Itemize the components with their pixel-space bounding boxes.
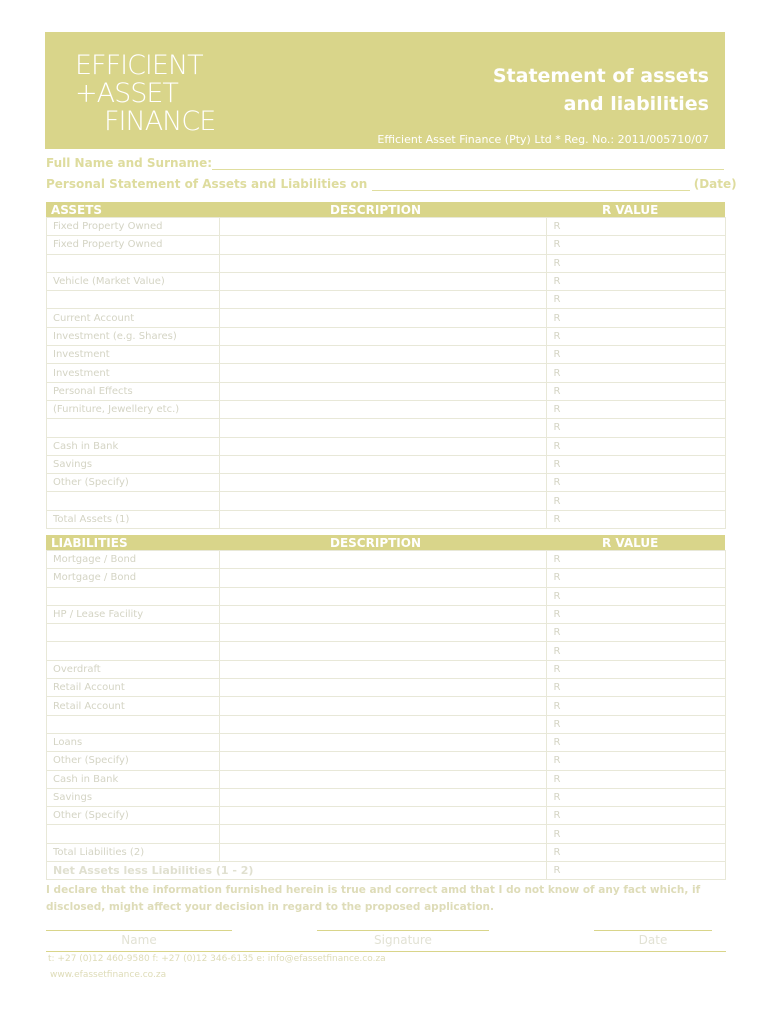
liability-description-cell[interactable] [219, 715, 547, 733]
liability-description-cell[interactable] [219, 605, 547, 623]
asset-item-label [47, 254, 220, 272]
asset-row [47, 309, 726, 327]
full-name-field[interactable] [212, 157, 724, 170]
asset-row [47, 236, 726, 254]
liabilities-header [46, 535, 725, 550]
asset-item-label: Cash in Bank [47, 437, 220, 455]
asset-value-cell[interactable]: R [547, 254, 726, 272]
asset-item-label: Investment [47, 364, 220, 382]
logo-line-1: EFFICIENT [75, 50, 203, 81]
liability-row [47, 697, 726, 715]
asset-value-cell[interactable]: R [547, 236, 726, 254]
liability-item-label [47, 825, 220, 843]
liability-value-cell[interactable]: R [547, 569, 726, 587]
asset-description-cell[interactable] [219, 291, 547, 309]
liability-value-cell[interactable]: R [547, 788, 726, 806]
asset-value-cell[interactable]: R [547, 437, 726, 455]
liability-item-label: HP / Lease Facility [47, 605, 220, 623]
full-name-row [46, 156, 724, 170]
liability-item-label: Overdraft [47, 660, 220, 678]
asset-row [47, 400, 726, 418]
liability-item-label: Retail Account [47, 679, 220, 697]
liabilities-table [46, 550, 726, 880]
asset-description-cell[interactable] [219, 455, 547, 473]
liability-description-cell[interactable] [219, 733, 547, 751]
asset-value-cell[interactable]: R [547, 419, 726, 437]
liability-row [47, 660, 726, 678]
website-link[interactable]: www.efassetfinance.co.za [50, 970, 167, 980]
liability-value-cell[interactable]: R [547, 697, 726, 715]
asset-value-cell[interactable]: R [547, 309, 726, 327]
liability-value-cell[interactable]: R [547, 587, 726, 605]
liability-item-label: Cash in Bank [47, 770, 220, 788]
statement-date-row [46, 177, 737, 191]
asset-description-cell[interactable] [219, 309, 547, 327]
liability-value-cell[interactable]: R [547, 752, 726, 770]
liabilities-value-header: R VALUE [602, 536, 659, 550]
liability-item-label [47, 715, 220, 733]
net-assets-row [47, 862, 726, 880]
asset-description-cell[interactable] [219, 382, 547, 400]
liability-row [47, 569, 726, 587]
asset-value-cell[interactable]: R [547, 218, 726, 236]
asset-row [47, 327, 726, 345]
liability-item-label: Mortgage / Bond [47, 551, 220, 569]
liability-description-cell[interactable] [219, 752, 547, 770]
liability-value-cell[interactable]: R [547, 825, 726, 843]
asset-row [47, 510, 726, 528]
liability-item-label: Total Liabilities (2) [47, 843, 220, 861]
asset-description-cell[interactable] [219, 437, 547, 455]
liability-value-cell[interactable]: R [547, 660, 726, 678]
asset-item-label: Fixed Property Owned [47, 236, 220, 254]
footer-divider [46, 951, 726, 952]
asset-row [47, 474, 726, 492]
title-line-1: Statement of assets [492, 65, 709, 87]
liabilities-column-header: LIABILITIES [51, 536, 128, 550]
liability-item-label: Retail Account [47, 697, 220, 715]
date-sign-label: Date [638, 933, 668, 947]
liability-row [47, 843, 726, 861]
asset-value-cell[interactable]: R [547, 346, 726, 364]
liability-row [47, 551, 726, 569]
contact-details: t: +27 (0)12 460-9580 f: +27 (0)12 346-6135 e: info@efassetfinance.co.za [48, 954, 386, 964]
asset-description-cell[interactable] [219, 510, 547, 528]
asset-item-label [47, 291, 220, 309]
asset-description-cell[interactable] [219, 474, 547, 492]
assets-description-header: DESCRIPTION [330, 203, 422, 217]
asset-value-cell[interactable]: R [547, 492, 726, 510]
liability-row [47, 587, 726, 605]
asset-row [47, 382, 726, 400]
asset-item-label: Total Assets (1) [47, 510, 220, 528]
net-assets-value-cell[interactable]: R [547, 862, 726, 880]
asset-row [47, 218, 726, 236]
liability-item-label: Loans [47, 733, 220, 751]
net-assets-label: Net Assets less Liabilities (1 - 2) [47, 862, 547, 880]
asset-item-label: (Furniture, Jewellery etc.) [47, 400, 220, 418]
title-line-2: and liabilities [563, 93, 709, 115]
asset-value-cell[interactable]: R [547, 291, 726, 309]
document-title [493, 62, 709, 118]
liability-row [47, 788, 726, 806]
liability-item-label [47, 642, 220, 660]
asset-description-cell[interactable] [219, 327, 547, 345]
asset-description-cell[interactable] [219, 254, 547, 272]
asset-row [47, 455, 726, 473]
asset-description-cell[interactable] [219, 492, 547, 510]
asset-item-label: Personal Effects [47, 382, 220, 400]
liability-description-cell[interactable] [219, 587, 547, 605]
asset-item-label: Vehicle (Market Value) [47, 272, 220, 290]
assets-value-header: R VALUE [602, 203, 659, 217]
asset-description-cell[interactable] [219, 218, 547, 236]
asset-row [47, 364, 726, 382]
company-logo [75, 52, 215, 136]
liability-row [47, 807, 726, 825]
asset-value-cell[interactable]: R [547, 510, 726, 528]
asset-item-label: Current Account [47, 309, 220, 327]
liability-item-label: Other (Specify) [47, 752, 220, 770]
liability-value-cell[interactable]: R [547, 624, 726, 642]
full-name-label: Full Name and Surname: [46, 156, 213, 170]
logo-line-3: FINANCE [104, 106, 216, 137]
asset-description-cell[interactable] [219, 419, 547, 437]
header-banner [45, 32, 725, 149]
asset-value-cell[interactable]: R [547, 272, 726, 290]
liability-row [47, 715, 726, 733]
liability-description-cell[interactable] [219, 551, 547, 569]
asset-item-label: Fixed Property Owned [47, 218, 220, 236]
liability-row [47, 624, 726, 642]
signature-label: Signature [374, 933, 432, 947]
liability-value-cell[interactable]: R [547, 551, 726, 569]
asset-description-cell[interactable] [219, 346, 547, 364]
asset-description-cell[interactable] [219, 400, 547, 418]
asset-row [47, 492, 726, 510]
liability-item-label: Mortgage / Bond [47, 569, 220, 587]
declaration-text: I declare that the information furnished herein is true and correct amd that I do not know of any fact which, if disclosed, might affect your decision in regard to the proposed application. [46, 884, 701, 913]
liability-row [47, 825, 726, 843]
liability-description-cell[interactable] [219, 642, 547, 660]
asset-row [47, 419, 726, 437]
liability-value-cell[interactable]: R [547, 770, 726, 788]
asset-item-label: Investment [47, 346, 220, 364]
liability-description-cell[interactable] [219, 679, 547, 697]
asset-item-label: Other (Specify) [47, 474, 220, 492]
liability-row [47, 642, 726, 660]
name-signature-block [46, 930, 232, 947]
asset-value-cell[interactable]: R [547, 382, 726, 400]
asset-item-label: Savings [47, 455, 220, 473]
asset-value-cell[interactable]: R [547, 327, 726, 345]
asset-row [47, 272, 726, 290]
asset-value-cell[interactable]: R [547, 474, 726, 492]
date-signature-block [594, 930, 712, 947]
signature-block [317, 930, 489, 947]
assets-table [46, 217, 726, 529]
liability-description-cell[interactable] [219, 825, 547, 843]
liability-description-cell[interactable] [219, 569, 547, 587]
date-label: (Date) [693, 177, 737, 191]
liability-item-label: Savings [47, 788, 220, 806]
asset-row [47, 346, 726, 364]
asset-value-cell[interactable]: R [547, 364, 726, 382]
liability-row [47, 605, 726, 623]
liability-description-cell[interactable] [219, 788, 547, 806]
asset-description-cell[interactable] [219, 272, 547, 290]
name-label: Name [121, 933, 157, 947]
registration-text: Efficient Asset Finance (Pty) Ltd * Reg. No.: 2011/005710/07 [377, 133, 709, 146]
statement-date-field[interactable] [372, 178, 690, 191]
statement-label: Personal Statement of Assets and Liabilities on [46, 177, 368, 191]
liability-value-cell[interactable]: R [547, 679, 726, 697]
liability-description-cell[interactable] [219, 697, 547, 715]
liability-row [47, 770, 726, 788]
asset-item-label: Investment (e.g. Shares) [47, 327, 220, 345]
asset-row [47, 254, 726, 272]
liability-row [47, 752, 726, 770]
liability-description-cell[interactable] [219, 843, 547, 861]
asset-item-label [47, 492, 220, 510]
liability-value-cell[interactable]: R [547, 807, 726, 825]
assets-column-header: ASSETS [51, 203, 103, 217]
liabilities-description-header: DESCRIPTION [330, 536, 422, 550]
asset-description-cell[interactable] [219, 236, 547, 254]
liability-item-label [47, 624, 220, 642]
asset-row [47, 291, 726, 309]
asset-row [47, 437, 726, 455]
liability-value-cell[interactable]: R [547, 642, 726, 660]
liability-value-cell[interactable]: R [547, 605, 726, 623]
liability-row [47, 733, 726, 751]
liability-item-label: Other (Specify) [47, 807, 220, 825]
asset-item-label [47, 419, 220, 437]
liability-value-cell[interactable]: R [547, 843, 726, 861]
liability-row [47, 679, 726, 697]
logo-line-2: +ASSET [75, 78, 178, 109]
asset-value-cell[interactable]: R [547, 455, 726, 473]
asset-description-cell[interactable] [219, 364, 547, 382]
assets-header [46, 202, 725, 217]
liability-item-label [47, 587, 220, 605]
liability-description-cell[interactable] [219, 770, 547, 788]
asset-value-cell[interactable]: R [547, 400, 726, 418]
liability-description-cell[interactable] [219, 624, 547, 642]
liability-value-cell[interactable]: R [547, 715, 726, 733]
liability-value-cell[interactable]: R [547, 733, 726, 751]
liability-description-cell[interactable] [219, 660, 547, 678]
liability-description-cell[interactable] [219, 807, 547, 825]
